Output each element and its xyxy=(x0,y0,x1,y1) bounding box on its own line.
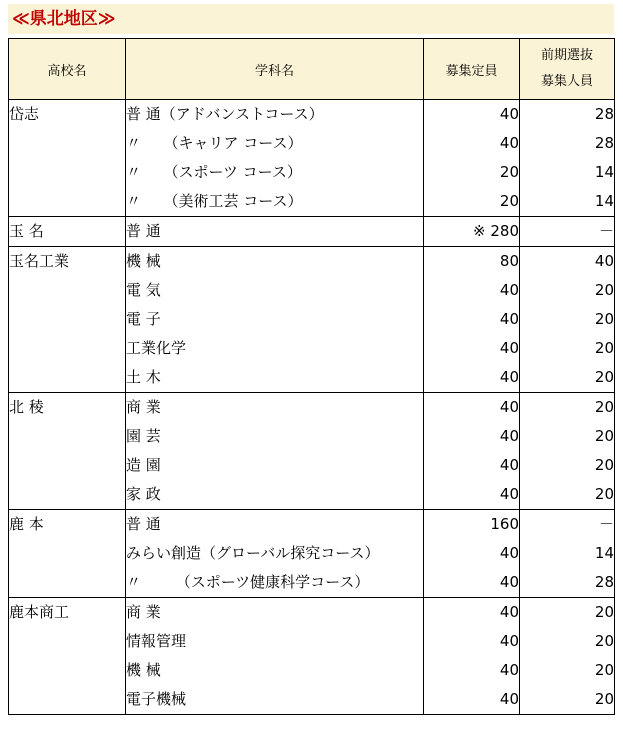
school-name-cell xyxy=(9,305,126,334)
department-cell: 造 園 xyxy=(126,451,424,480)
capacity-cell: 40 xyxy=(424,334,520,363)
capacity-cell: 40 xyxy=(424,129,520,158)
department-cell: 工業化学 xyxy=(126,334,424,363)
school-name-cell: 玉名工業 xyxy=(9,247,126,277)
header-early-selection xyxy=(520,39,615,100)
early-selection-cell: 28 xyxy=(520,100,615,130)
capacity-cell: 40 xyxy=(424,422,520,451)
early-selection-cell: 20 xyxy=(520,393,615,423)
department-cell: 電 子 xyxy=(126,305,424,334)
capacity-cell: ※ 280 xyxy=(424,217,520,247)
department-cell: 商 業 xyxy=(126,598,424,628)
department-cell: 商 業 xyxy=(126,393,424,423)
school-name-cell xyxy=(9,276,126,305)
department-cell: 普 通 xyxy=(126,510,424,540)
table-row xyxy=(9,656,615,685)
department-cell: 園 芸 xyxy=(126,422,424,451)
department-cell: 〃 （スポーツ健康科学コース） xyxy=(126,568,424,598)
header-capacity: 募集定員 xyxy=(424,39,520,100)
school-name-cell: 玉 名 xyxy=(9,217,126,247)
department-cell: 機 械 xyxy=(126,656,424,685)
early-selection-cell: 20 xyxy=(520,422,615,451)
table-row xyxy=(9,100,615,130)
header-school: 高校名 xyxy=(9,39,126,100)
department-cell: 機 械 xyxy=(126,247,424,277)
early-selection-cell: 20 xyxy=(520,276,615,305)
department-cell: 電子機械 xyxy=(126,685,424,715)
department-cell: 情報管理 xyxy=(126,627,424,656)
early-selection-cell: 20 xyxy=(520,480,615,510)
early-selection-cell: 20 xyxy=(520,656,615,685)
table-row xyxy=(9,363,615,393)
table-row xyxy=(9,334,615,363)
capacity-cell: 40 xyxy=(424,568,520,598)
capacity-cell: 20 xyxy=(424,187,520,217)
section-title: ≪県北地区≫ xyxy=(8,4,614,34)
table-row xyxy=(9,451,615,480)
school-name-cell xyxy=(9,451,126,480)
header-early-line1: 前期選抜 xyxy=(540,48,593,63)
capacity-cell: 40 xyxy=(424,598,520,628)
header-early-line2: 募集人員 xyxy=(540,74,593,89)
table-row xyxy=(9,305,615,334)
capacity-cell: 40 xyxy=(424,539,520,568)
table-row xyxy=(9,187,615,217)
school-name-cell xyxy=(9,685,126,715)
department-cell: 〃 （美術工芸 コース） xyxy=(126,187,424,217)
capacity-cell: 40 xyxy=(424,451,520,480)
early-selection-cell: 20 xyxy=(520,598,615,628)
table-row xyxy=(9,480,615,510)
department-cell: 電 気 xyxy=(126,276,424,305)
early-selection-cell: 20 xyxy=(520,451,615,480)
early-selection-cell: 20 xyxy=(520,305,615,334)
recruitment-table xyxy=(8,38,615,715)
department-cell: 土 木 xyxy=(126,363,424,393)
school-name-cell xyxy=(9,363,126,393)
header-row xyxy=(9,39,615,100)
early-selection-cell: 20 xyxy=(520,363,615,393)
department-cell: 家 政 xyxy=(126,480,424,510)
table-row xyxy=(9,568,615,598)
early-selection-cell: 28 xyxy=(520,568,615,598)
school-name-cell xyxy=(9,480,126,510)
early-selection-cell: 20 xyxy=(520,627,615,656)
early-selection-cell: 14 xyxy=(520,539,615,568)
school-name-cell: 北 稜 xyxy=(9,393,126,423)
school-name-cell: 鹿本商工 xyxy=(9,598,126,628)
table-row xyxy=(9,539,615,568)
capacity-cell: 40 xyxy=(424,480,520,510)
department-cell: 普 通 xyxy=(126,217,424,247)
table-row xyxy=(9,627,615,656)
school-name-cell xyxy=(9,158,126,187)
table-row xyxy=(9,685,615,715)
school-name-cell xyxy=(9,568,126,598)
header-dept: 学科名 xyxy=(126,39,424,100)
school-name-cell xyxy=(9,627,126,656)
school-name-cell xyxy=(9,129,126,158)
table-row xyxy=(9,276,615,305)
department-cell: 普 通（アドバンストコース） xyxy=(126,100,424,130)
table-row xyxy=(9,510,615,540)
early-selection-cell: 20 xyxy=(520,334,615,363)
department-cell: 〃 （キャリア コース） xyxy=(126,129,424,158)
early-selection-cell: － xyxy=(520,217,615,247)
capacity-cell: 80 xyxy=(424,247,520,277)
school-name-cell: 岱志 xyxy=(9,100,126,130)
school-name-cell xyxy=(9,187,126,217)
capacity-cell: 40 xyxy=(424,656,520,685)
capacity-cell: 40 xyxy=(424,305,520,334)
capacity-cell: 40 xyxy=(424,363,520,393)
capacity-cell: 40 xyxy=(424,393,520,423)
table-row xyxy=(9,129,615,158)
early-selection-cell: 40 xyxy=(520,247,615,277)
table-row xyxy=(9,393,615,423)
table-row xyxy=(9,598,615,628)
capacity-cell: 40 xyxy=(424,627,520,656)
capacity-cell: 40 xyxy=(424,100,520,130)
school-name-cell xyxy=(9,422,126,451)
capacity-cell: 20 xyxy=(424,158,520,187)
capacity-cell: 40 xyxy=(424,685,520,715)
table-row xyxy=(9,422,615,451)
early-selection-cell: 14 xyxy=(520,158,615,187)
early-selection-cell: 14 xyxy=(520,187,615,217)
early-selection-cell: 20 xyxy=(520,685,615,715)
table-row xyxy=(9,158,615,187)
department-cell: みらい創造（グローバル探究コース） xyxy=(126,539,424,568)
capacity-cell: 160 xyxy=(424,510,520,540)
school-name-cell xyxy=(9,656,126,685)
school-name-cell xyxy=(9,539,126,568)
table-row xyxy=(9,247,615,277)
department-cell: 〃 （スポーツ コース） xyxy=(126,158,424,187)
early-selection-cell: － xyxy=(520,510,615,540)
school-name-cell: 鹿 本 xyxy=(9,510,126,540)
capacity-cell: 40 xyxy=(424,276,520,305)
table-row xyxy=(9,217,615,247)
school-name-cell xyxy=(9,334,126,363)
early-selection-cell: 28 xyxy=(520,129,615,158)
table-body xyxy=(9,100,615,715)
